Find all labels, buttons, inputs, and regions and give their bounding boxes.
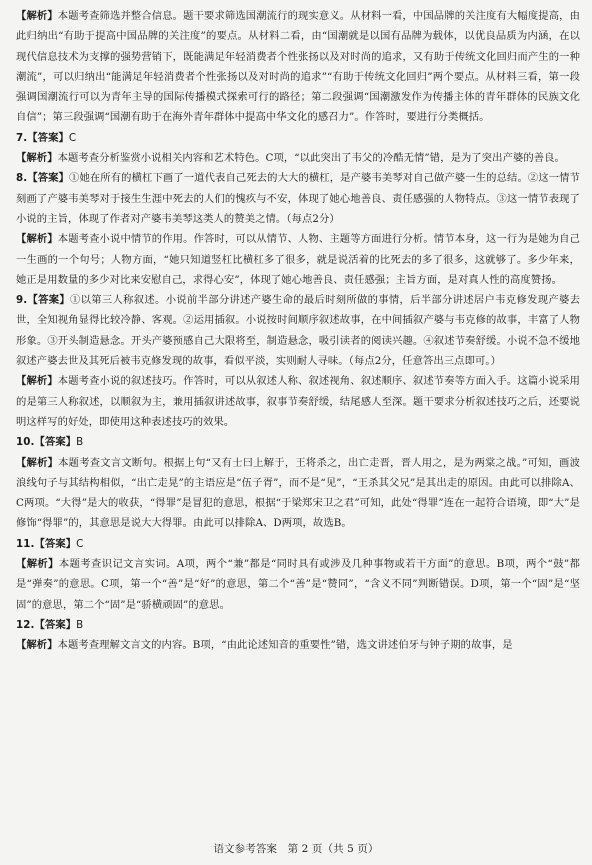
q7-analysis [16, 148, 580, 168]
q10-answer-text: B [76, 436, 84, 449]
q6-block [16, 6, 580, 128]
analysis-tag: 【解析】 [16, 456, 59, 469]
answer-tag: 【答案】 [34, 537, 77, 550]
q11-answer-text: C [76, 537, 84, 550]
q6-analysis-text: 本题考查筛选并整合信息。题干要求筛选国潮流行的现实意义。从材料一看，中国品牌的关注度有大幅度提高，由此归纳出“有助于提高中国品牌的关注度”的要点。从材料二看，由“国潮就是以国有品牌为载体，以优良品质为内涵，在以现代信息技术为支撑的强势营销下，既能满足年轻消费者个性张扬以及对时尚的追求，又有助于传统文化回归而产生的一种潮流”，可以归纳出“能满足年轻消费者个性张扬以及对时尚的追求”“有助于传统文化回归”两个要点。从材料三看，第一段强调国潮流行可以为青年主导的国际传播模式探索可行的路径；第二段强调“国潮激发作为传播主体的青年群体的民族文化自信”；第三段强调“国潮有助于在海外青年群体中提高中华文化的感召力”。作答时，要进行分类概括。 [16, 10, 580, 124]
q7-analysis-text: 本题考查分析鉴赏小说相关内容和艺术特色。C项，“以此突出了韦父的冷酷无情”错，是为了突出产婆的善良。 [57, 152, 565, 165]
q10-answer [16, 432, 580, 452]
answer-tag: 【答案】 [27, 131, 69, 144]
q7-answer [16, 128, 580, 148]
answer-tag: 【答案】 [34, 618, 77, 631]
analysis-tag: 【解析】 [16, 639, 58, 652]
q11-analysis-text: 本题考查识记文言实词。A项，两个“兼”都是“同时具有或涉及几种事物或若干方面”的意思。B项，两个“鼓”都是“弹奏”的意思。C项，第一个“善”是“好”的意思，第二个“善”是“赞同”，“含义不同”判断错误。D项，第一个“固”是“坚固”的意思，第二个“固”是“骄横顽固”的意思。 [16, 558, 580, 611]
q9-analysis-text: 本题考查小说的叙述技巧。作答时，可以从叙述人称、叙述视角、叙述顺序、叙述节奏等方面入手。这篇小说采用的是第三人称叙述，以顺叙为主，兼用插叙讲述故事，叙事节奏舒缓，结尾感人至深。题干要求分析叙述技巧之后，还要说明这样写的好处，即使用这种表述技巧的效果。 [16, 375, 580, 428]
analysis-tag: 【解析】 [16, 152, 58, 165]
q7-answer-text: C [68, 131, 77, 144]
q10-analysis-text: 本题考查文言文断句。根据上句“又有士曰上解于，王将杀之，出亡走晋，晋人用之，是为两棠之战。”可知，画波浪线句子与其结构相似，“出亡走晃”的主语应是“伍子胥”，而不是“见”，“王杀其父兄”是其出走的原因。由此可以排除A、C两项。“大得”是大的收获，“得罪”是冒犯的意思，根据“于梁郑宋卫之君”可知，此处“得罪”连在一起符合语境，即“大”是修饰“得罪”的，其意思是说大大得罪。由此可以排除A、D两项，故选B。 [16, 456, 580, 530]
q8-analysis-text: 本题考查小说中情节的作用。作答时，可以从情节、人物、主题等方面进行分析。情节本身，这一行为是她为自己一生画的一个句号；人物方面，“她只知道竖杠比横杠多了很多，就是说活着的比死去的多了很多，这就够了。多少年来，她正是用数量的多少对比来安慰自己，求得心安”，体现了她心地善良、责任感强；主旨方面，是对真人性的高度赞扬。 [16, 233, 580, 286]
q10-block [16, 432, 580, 533]
answer-tag: 【答案】 [27, 294, 71, 307]
answer-tag: 【答案】 [27, 172, 70, 185]
page-footer: 语文参考答案 第 2 页（共 5 页） [213, 842, 379, 855]
q8-block [16, 168, 580, 290]
q7-block [16, 128, 580, 169]
q6-analysis [16, 6, 580, 128]
q12-analysis [16, 635, 580, 655]
q8-analysis [16, 229, 580, 290]
q8-answer [16, 168, 580, 229]
q8-number: 8. [16, 172, 28, 185]
q12-answer-text: B [76, 618, 84, 631]
q9-block [16, 290, 580, 432]
answer-tag: 【答案】 [34, 436, 77, 449]
analysis-tag: 【解析】 [16, 375, 58, 388]
analysis-tag: 【解析】 [16, 10, 58, 22]
q12-block [16, 615, 580, 656]
q11-block [16, 534, 580, 615]
q7-number: 7. [16, 131, 28, 144]
analysis-tag: 【解析】 [16, 233, 58, 246]
analysis-tag: 【解析】 [16, 558, 59, 571]
q8-answer-text: ①她在所有的横杠下画了一道代表自己死去的大大的横杠，是产婆韦美琴对自己做产婆一生的总结。②这一情节刻画了产婆韦美琴对于接生生涯中死去的人们的愧疚与不安，体现了她心地善良、责任感强的人物特点。③这一情节表现了小说的主旨，体现了作者对产婆韦美琴这类人的赞美之情。（每点2分） [16, 172, 580, 225]
q11-answer [16, 534, 580, 554]
q12-analysis-text: 本题考查理解文言文的内容。B项，“由此论述知音的重要性”错，选文讲述伯牙与钟子期的故事，是 [57, 639, 513, 652]
q11-analysis [16, 554, 580, 615]
q10-number: 10. [16, 436, 35, 449]
q11-number: 11. [16, 537, 35, 550]
q12-answer [16, 615, 580, 635]
q10-analysis [16, 453, 580, 534]
q9-analysis [16, 371, 580, 432]
q9-answer-text: ①以第三人称叙述。小说前半部分讲述产婆生命的最后时刻所做的事情，后半部分讲述居户韦克修发现产婆去世，全知视角显得比较冷静、客观。②运用插叙。小说按时间顺序叙述故事，在中间插叙产婆与韦克修的故事，丰富了人物形象。③开头制造悬念。开头产婆预感自己大限将至，制造悬念，吸引读者的阅读兴趣。④叙述节奏舒缓。小说不急不缓地叙述产婆去世及其死后被韦克修发现的故事，看似平淡，实则耐人寻味。（每点2分，任意答出三点即可。） [16, 294, 580, 368]
q9-answer [16, 290, 580, 371]
q9-number: 9. [16, 294, 28, 307]
q12-number: 12. [16, 618, 35, 631]
